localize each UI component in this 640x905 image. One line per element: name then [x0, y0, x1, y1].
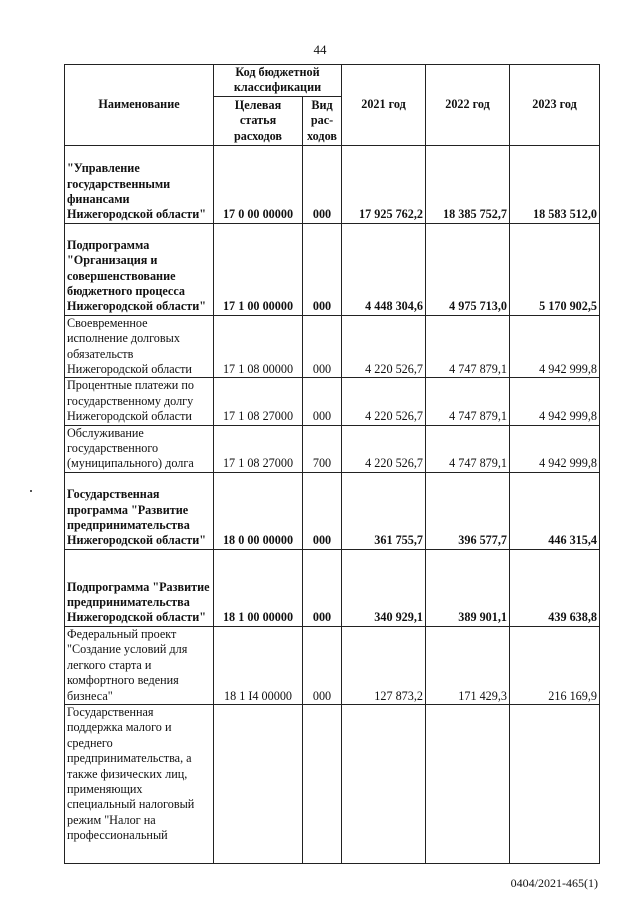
header-2023: 2023 год [510, 65, 600, 146]
table-row [65, 704, 600, 863]
row-2021: 127 873,2 [342, 626, 426, 704]
row-target: 18 1 I4 00000 [214, 626, 303, 704]
row-name: Подпрограмма "Организация и совершенствование бюджетного процесса Нижегородской области" [65, 223, 214, 315]
row-2022: 4 747 879,1 [426, 315, 510, 378]
header-2022: 2022 год [426, 65, 510, 146]
row-2021: 4 220 526,7 [342, 315, 426, 378]
row-2023: 216 169,9 [510, 626, 600, 704]
header-kind: Вид рас-ходов [303, 96, 342, 145]
row-name: Государственная программа "Развитие предпринимательства Нижегородской области" [65, 472, 214, 549]
row-kind: 000 [303, 549, 342, 626]
header-2021: 2021 год [342, 65, 426, 146]
page-number: 44 [313, 42, 327, 57]
row-2023: 4 942 999,8 [510, 378, 600, 425]
row-2021: 4 220 526,7 [342, 378, 426, 425]
row-target: 17 1 00 00000 [214, 223, 303, 315]
row-kind: 000 [303, 315, 342, 378]
row-kind: 000 [303, 223, 342, 315]
row-name: Государственная поддержка малого и среднего предпринимательства, а также физических лиц, применяющих специальный налоговый режим "Налог на профессиональный [65, 704, 214, 863]
row-target: 17 1 08 27000 [214, 378, 303, 425]
row-2023: 446 315,4 [510, 472, 600, 549]
row-2023: 4 942 999,8 [510, 425, 600, 472]
row-target: 17 0 00 00000 [214, 145, 303, 223]
row-2021: 361 755,7 [342, 472, 426, 549]
row-2023: 439 638,8 [510, 549, 600, 626]
row-2022 [426, 704, 510, 863]
row-2022: 171 429,3 [426, 626, 510, 704]
header-target: Целевая статья расходов [214, 96, 303, 145]
row-2023 [510, 704, 600, 863]
row-target: 17 1 08 00000 [214, 315, 303, 378]
row-2021: 340 929,1 [342, 549, 426, 626]
row-kind [303, 704, 342, 863]
row-name: Обслуживание государственного (муниципального) долга [65, 425, 214, 472]
row-2023: 18 583 512,0 [510, 145, 600, 223]
scan-speck [30, 490, 32, 492]
row-kind: 700 [303, 425, 342, 472]
row-2022: 389 901,1 [426, 549, 510, 626]
row-2021: 4 220 526,7 [342, 425, 426, 472]
table-row [65, 626, 600, 704]
header-code-group: Код бюджетной классификации [214, 65, 342, 97]
budget-table [64, 64, 600, 864]
document-code: 0404/2021-465(1) [510, 876, 598, 890]
row-name: Федеральный проект "Создание условий для легкого старта и комфортного ведения бизнеса" [65, 626, 214, 704]
table-row [65, 315, 600, 378]
row-2023: 4 942 999,8 [510, 315, 600, 378]
row-target: 17 1 08 27000 [214, 425, 303, 472]
table-row [65, 472, 600, 549]
row-2022: 4 975 713,0 [426, 223, 510, 315]
row-target: 18 0 00 00000 [214, 472, 303, 549]
table-row [65, 425, 600, 472]
table-row [65, 145, 600, 223]
table-row [65, 549, 600, 626]
header-name: Наименование [65, 65, 214, 146]
row-2021: 17 925 762,2 [342, 145, 426, 223]
row-kind: 000 [303, 472, 342, 549]
table-row [65, 378, 600, 425]
row-2022: 4 747 879,1 [426, 425, 510, 472]
row-kind: 000 [303, 378, 342, 425]
row-name: "Управление государственными финансами Нижегородской области" [65, 145, 214, 223]
row-name: Процентные платежи по государственному долгу Нижегородской области [65, 378, 214, 425]
row-2022: 18 385 752,7 [426, 145, 510, 223]
row-2022: 396 577,7 [426, 472, 510, 549]
row-kind: 000 [303, 145, 342, 223]
row-target [214, 704, 303, 863]
row-name: Подпрограмма "Развитие предпринимательства Нижегородской области" [65, 549, 214, 626]
row-2023: 5 170 902,5 [510, 223, 600, 315]
row-2022: 4 747 879,1 [426, 378, 510, 425]
row-2021: 4 448 304,6 [342, 223, 426, 315]
row-kind: 000 [303, 626, 342, 704]
row-2021 [342, 704, 426, 863]
row-name: Своевременное исполнение долговых обязательств Нижегородской области [65, 315, 214, 378]
row-target: 18 1 00 00000 [214, 549, 303, 626]
table-row [65, 223, 600, 315]
